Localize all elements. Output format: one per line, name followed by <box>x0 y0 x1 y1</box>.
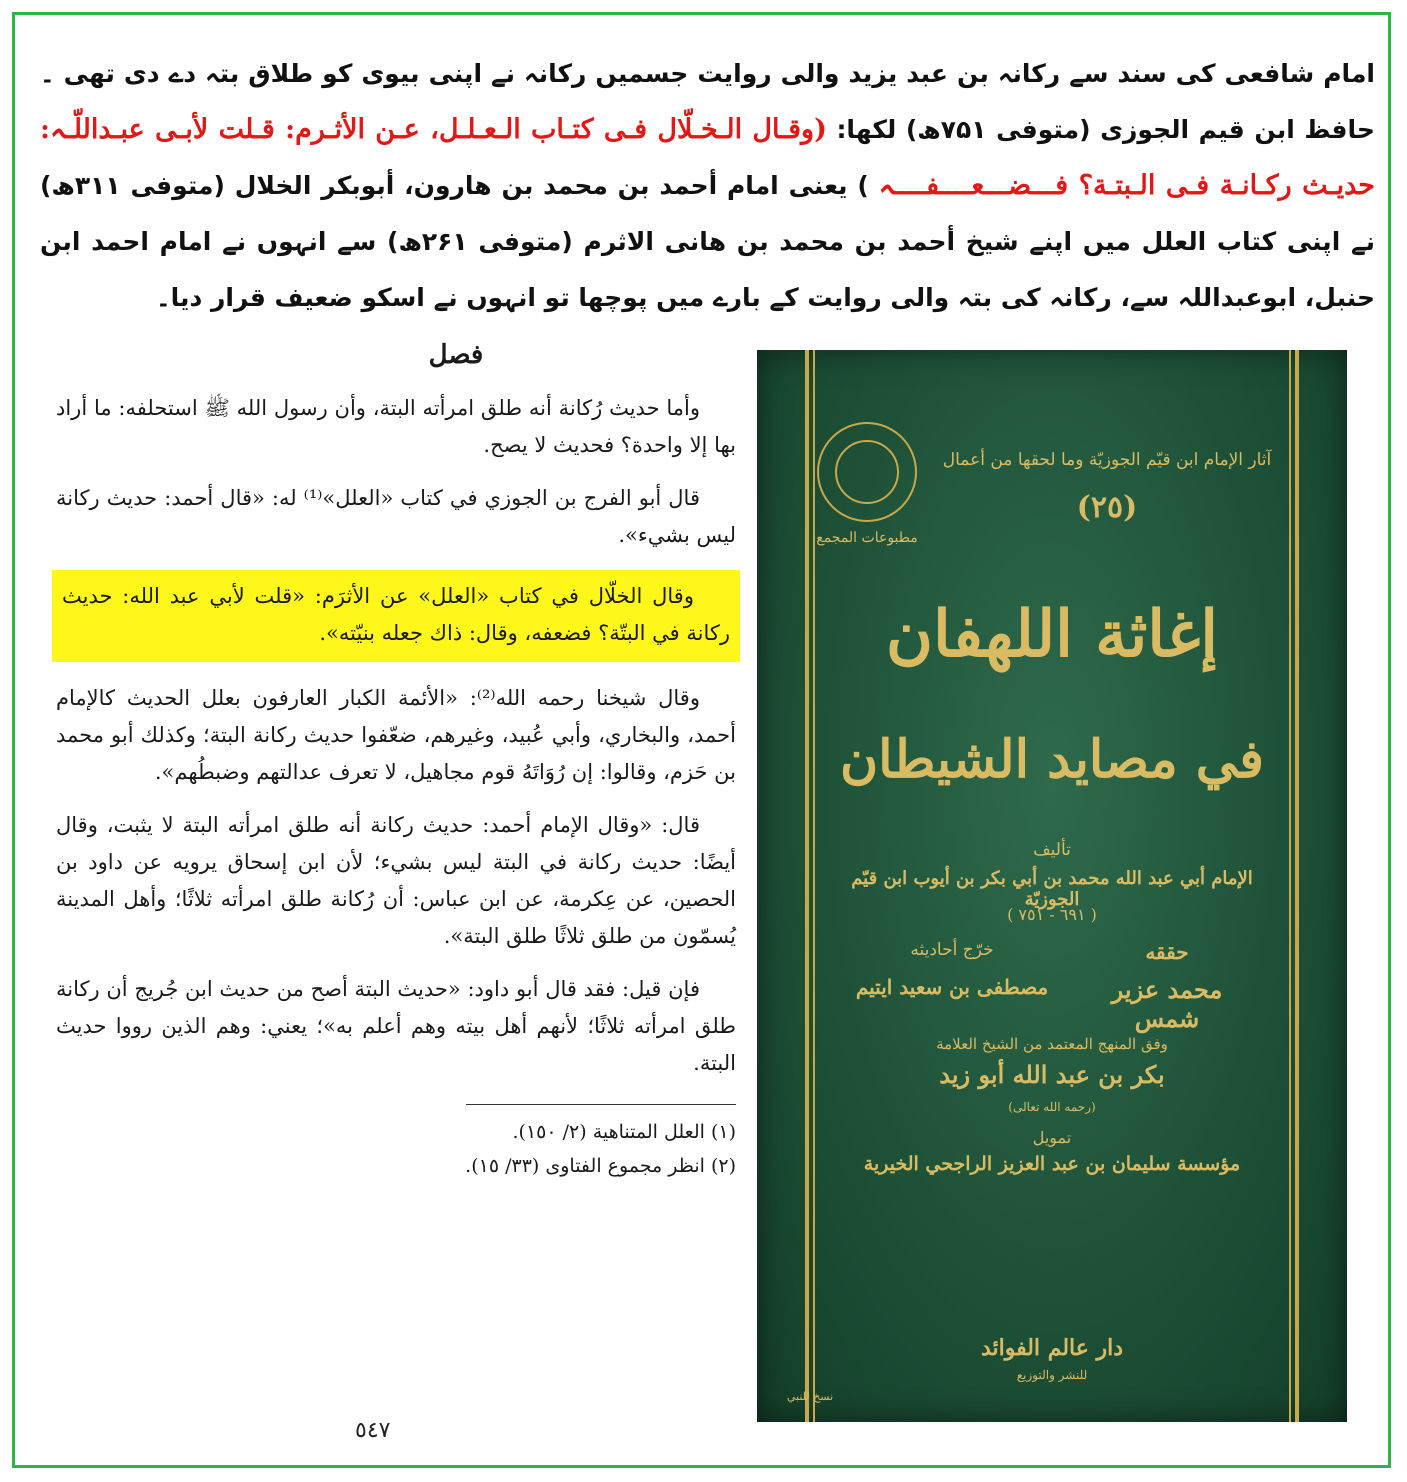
paragraph-5: قال: «وقال الإمام أحمد: حديث ركانة أنه طلق امرأته البتة لا يثبت، وقال أيضًا: حديث ركانة في البتة ليس بشيء؛ لأن ابن إسحاق يرويه عن داود بن الحصين، عن عِكرمة، عن ابن عباس: أن رُكانة طلق امرأته ثلاثًا؛ وأهل المدينة يُسمّون من طلق ثلاثًا طلق البتة». <box>56 813 736 948</box>
urdu-lekha: لکھا: <box>836 115 897 144</box>
paragraph-4: وقال شيخنا رحمه الله⁽²⁾: «الأئمة الكبار العارفون بعلل الحديث كالإمام أحمد، والبخاري، وأبي عُبيد، وغيرهم، ضعّفوا حديث ركانة البتة؛ وكذلك أبو محمد بن حَزم، وقالوا: إن رُوَاتَهُ قوم مجاهيل، لا تعرف عدالتهم وضبطُهم». <box>56 686 736 784</box>
section-heading: فصل <box>428 340 484 370</box>
supervisor-name: بكر بن عبد الله أبو زيد <box>939 1060 1165 1089</box>
funding-label: تمويل <box>1032 1128 1072 1147</box>
urdu-commentary <box>40 46 1375 326</box>
red-arabic-quote: (وقـال الـخـلّال فـی کتـاب الـعـلـل، عـن الأثـرم: قـلت لأبـی عبـداللّـہ: حدیـث رکـانـة فـی الـبتـة؟ فـــضـــعــــفــــہ <box>40 114 1375 201</box>
footnote-1: (١) العلل المتناهية (٢/ ١٥٠). <box>512 1121 736 1143</box>
paragraph-1: وأما حديث رُكانة أنه طلق امرأته البتة، وأن رسول الله ﷺ استحلفه: ما أراد بها إلا واحدة؟ فحديث لا يصح. <box>56 396 736 457</box>
supervision-text: وفق المنهج المعتمد من الشيخ العلامة <box>936 1035 1168 1053</box>
editor-name: محمد عزير شمس <box>1111 975 1223 1033</box>
gold-band-right <box>1295 350 1299 1422</box>
book-cover <box>757 350 1347 1422</box>
cover-title-line-1: إغاثة اللهفان <box>886 597 1218 672</box>
authored-label: تأليف <box>1033 840 1071 860</box>
edited-label: حققه <box>1145 940 1189 964</box>
publisher-subtitle: للنشر والتوزيع <box>1016 1368 1088 1382</box>
author-years: ( ٦٩١ - ٧٥١ ) <box>1007 905 1097 924</box>
gold-band-left <box>805 350 809 1422</box>
urdu-line-3: ) یعنی امام أحمد بن محمد بن ھارون، أبوبکر الخلال (متوفی ۳۱۱ھ) نے اپنی کتاب العلل میں اپنے شیخ أحمد بن محمد بن ھانی الاثرم (متوفی ۲۶۱ھ) سے انہوں نے امام احمد ابن حنبل، ابوعبداللہ سے، رکانہ کی بتہ والی روایت کے بارے میں پوچھا تو انہوں نے اسکو ضعیف قرار دیا۔ <box>40 171 1375 312</box>
paragraph-6: فإن قيل: فقد قال أبو داود: «حديث البتة أصح من حديث ابن جُريج أن ركانة طلق امرأته ثلاثًا؛ لأنهم أهل بيته وهم أعلم به»؛ يعني: وهم الذين رووا حديث البتة. <box>56 977 736 1075</box>
volume-number: (٢٥) <box>1076 490 1138 525</box>
highlighted-paragraph: وقال الخلّال في كتاب «العلل» عن الأثرَم: «قلت لأبي عبد الله: حديث ركانة في البتّة؟ فضعفه، وقال: ذاك جعله بنيّته». <box>52 570 740 662</box>
author-name: الإمام أبي عبد الله محمد بن أبي بكر بن أيوب ابن قيّم الجوزيّة <box>851 868 1253 910</box>
series-title: آثار الإمام ابن قيّم الجوزيّة وما لحقها من أعمال <box>942 450 1272 470</box>
footnote-2: (٢) انظر مجموع الفتاوى (٣٣/ ١٥). <box>465 1155 736 1177</box>
page-number: ٥٤٧ <box>355 1418 391 1443</box>
hadith-editor: مصطفى بن سعيد ايتيم <box>855 975 1049 999</box>
funder-name: مؤسسة سليمان بن عبد العزيز الراجحي الخيرية <box>863 1153 1241 1175</box>
hadith-label: خرّج أحاديثه <box>910 940 994 960</box>
paragraph-2: قال أبو الفرج بن الجوزي في كتاب «العلل»⁽¹⁾ له: «قال أحمد: حديث ركانة ليس بشيء». <box>56 486 736 547</box>
publisher-mark: مطبوعات المجمع <box>816 530 918 546</box>
publisher-seal-icon <box>817 422 917 522</box>
gold-band-left-inner <box>813 350 815 1422</box>
cover-title-line-2: في مصايد الشيطان <box>839 729 1265 790</box>
gold-band-right-inner <box>1289 350 1291 1422</box>
footnote-rule <box>466 1104 736 1105</box>
urdu-line-1: امام شافعی کی سند سے رکانہ بن عبد یزید والی روایت جسمیں رکانہ نے اپنی بیوی کو طلاق بتہ دے دی تھی ۔ حافظ ابن قیم الجوزی (متوفی ۷۵۱ھ) <box>40 59 1375 144</box>
book-page-scan <box>56 340 736 1183</box>
publisher-name: دار عالم الفوائد <box>980 1335 1124 1361</box>
supervisor-note: (رحمه الله تعالى) <box>1008 1100 1096 1114</box>
corner-note: نسخ للنبي <box>786 1390 834 1403</box>
